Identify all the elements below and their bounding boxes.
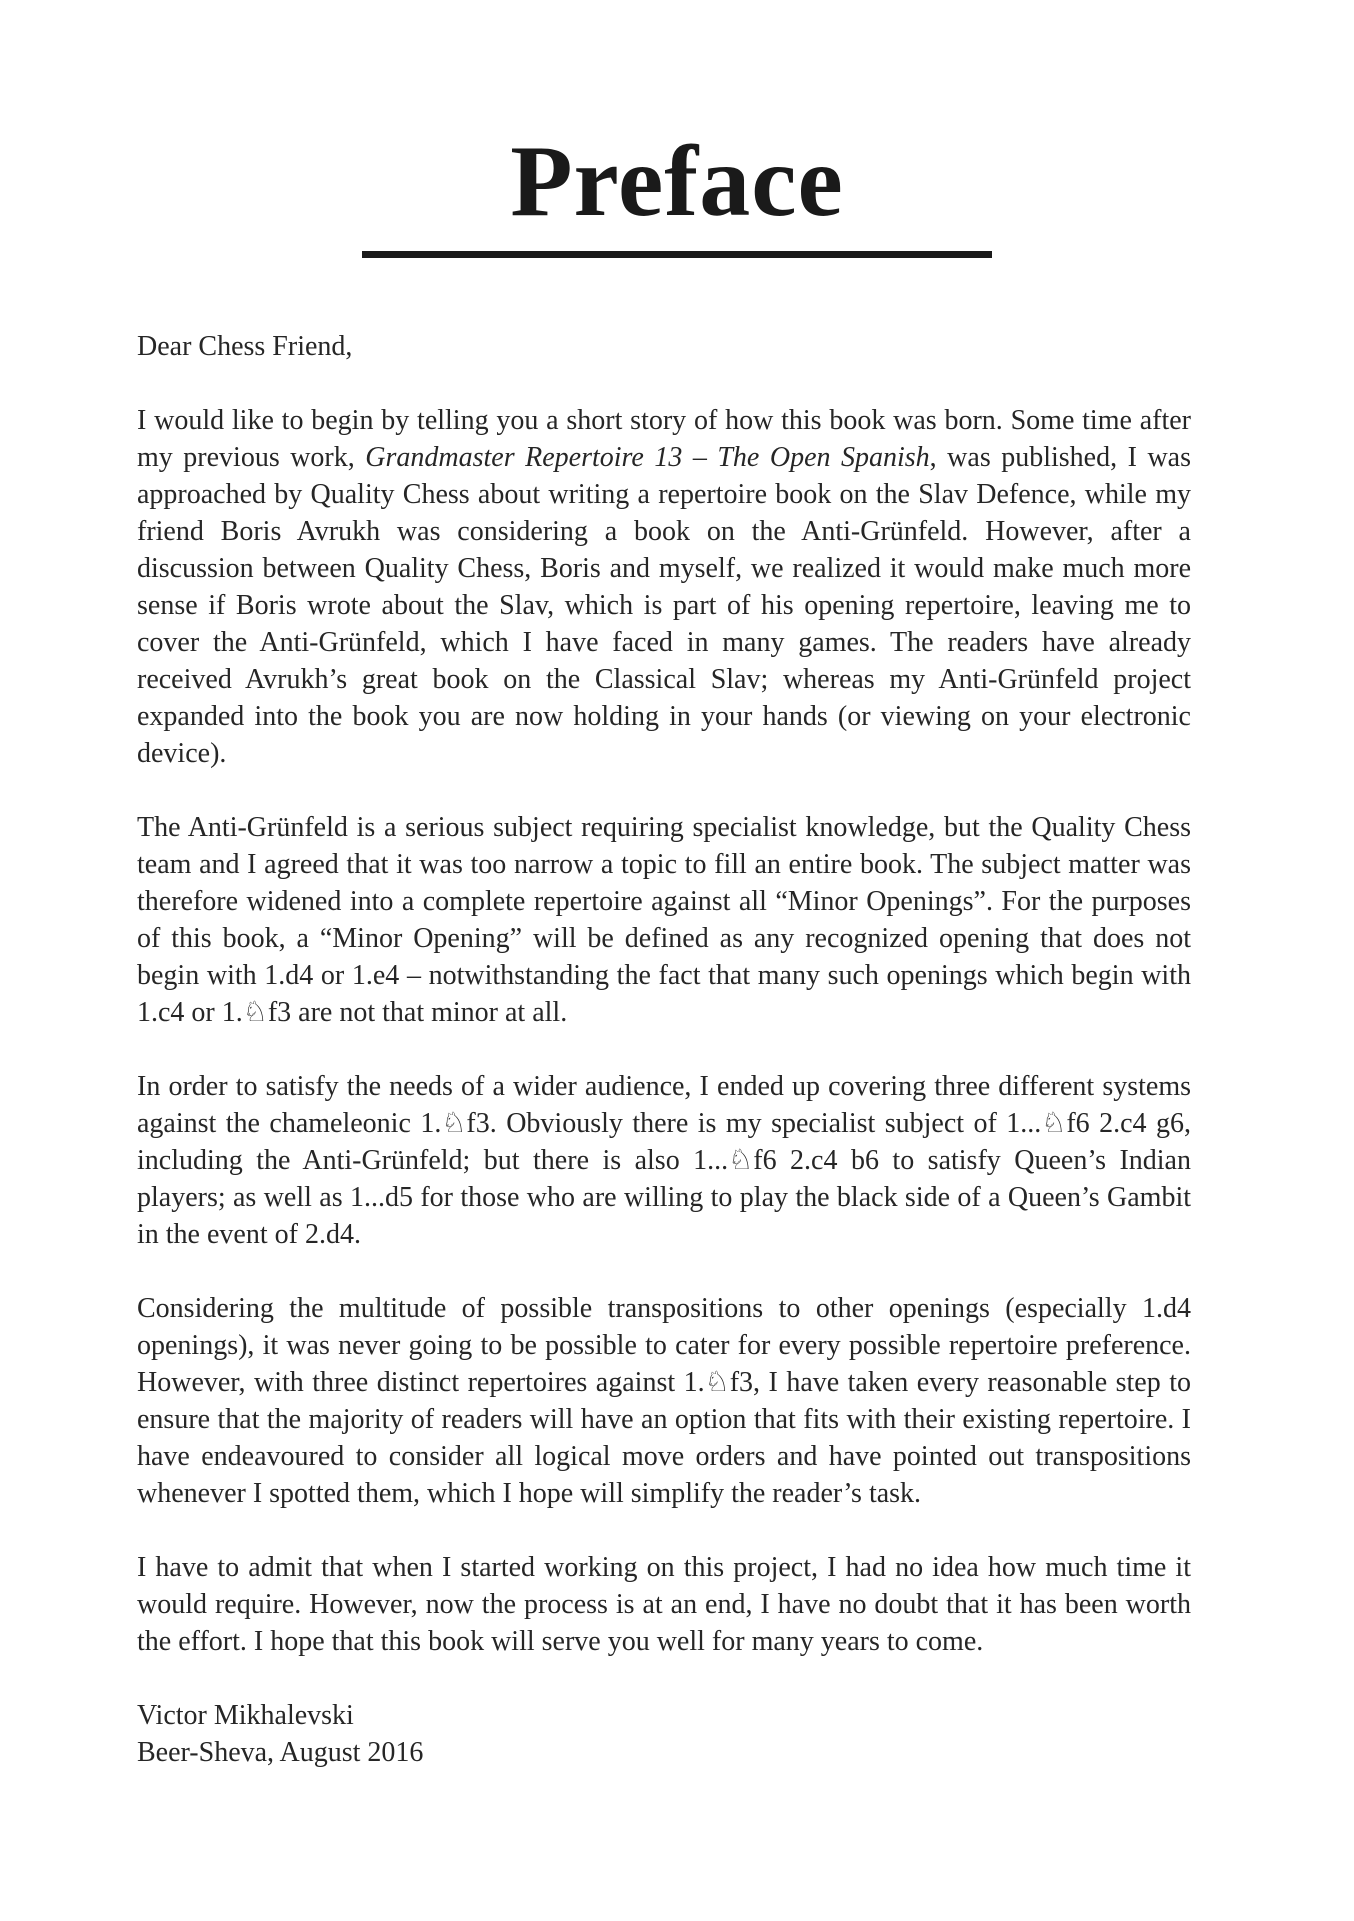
paragraph xyxy=(137,1290,1191,1512)
signature-block xyxy=(137,1697,1191,1771)
paragraph-text: I have to admit that when I started working on this project, I had no idea how much time it would require. However, now the process is at an end, I have no doubt that it has been worth the effort. I hope that this book will serve you well for many years to come. xyxy=(137,1552,1191,1658)
paragraph-text: In order to satisfy the needs of a wider audience, I ended up covering three different systems against the chameleonic 1.♘f3. Obviously there is my specialist subject of 1...♘f6 2.c4 g6, including the Anti-Grünfeld; but there is also 1...♘f6 2.c4 b6 to satisfy Queen’s Indian players; as well as 1...d5 for those who are willing to play the black side of a Queen’s Gambit in the event of 2.d4. xyxy=(137,1071,1191,1251)
preface-body xyxy=(0,328,1354,1771)
italic-book-title-text: Grandmaster Repertoire 13 – The Open Spanish xyxy=(365,442,930,474)
paragraph xyxy=(137,809,1191,1031)
paragraph xyxy=(137,402,1191,772)
signature-author-name: Victor Mikhalevski xyxy=(137,1700,354,1732)
salutation: Dear Chess Friend, xyxy=(137,331,353,363)
paragraph-text: Considering the multitude of possible transpositions to other openings (especially 1.d4 openings), it was never going to be possible to cater for every possible repertoire preference. However, with three distinct repertoires against 1.♘f3, I have taken every reasonable step to ensure that the majority of readers will have an option that fits with their existing repertoire. I have endeavoured to consider all logical move orders and have pointed out transpositions whenever I spotted them, which I hope will simplify the reader’s task. xyxy=(137,1293,1191,1510)
signature-place-date: Beer-Sheva, August 2016 xyxy=(137,1737,424,1769)
paragraph-text: , was published, I was approached by Quality Chess about writing a repertoire book on the Slav Defence, while my friend Boris Avrukh was considering a book on the Anti-Grünfeld. However, after a discussion between Quality Chess, Boris and myself, we realized it would make much more sense if Boris wrote about the Slav, which is part of his opening repertoire, leaving me to cover the Anti-Grünfeld, which I have faced in many games. The readers have already received Avrukh’s great book on the Classical Slav; whereas my Anti-Grünfeld project expanded into the book you are now holding in your hands (or viewing on your electronic device). xyxy=(137,442,1191,770)
page-title: Preface xyxy=(510,125,844,238)
paragraph-text: I would like to begin by telling you a short story of how this book was born. Some time after my previous work, xyxy=(137,405,1191,474)
paragraph xyxy=(137,1068,1191,1253)
title-block xyxy=(0,0,1354,258)
title-rule-divider xyxy=(362,251,992,258)
paragraph xyxy=(137,1549,1191,1660)
paragraphs-container xyxy=(137,402,1191,1660)
paragraph-text: The Anti-Grünfeld is a serious subject requiring specialist knowledge, but the Quality Chess team and I agreed that it was too narrow a topic to fill an entire book. The subject matter was therefore widened into a complete repertoire against all “Minor Openings”. For the purposes of this book, a “Minor Opening” will be defined as any recognized opening that does not begin with 1.d4 or 1.e4 – notwithstanding the fact that many such openings which begin with 1.c4 or 1.♘f3 are not that minor at all. xyxy=(137,812,1191,1029)
